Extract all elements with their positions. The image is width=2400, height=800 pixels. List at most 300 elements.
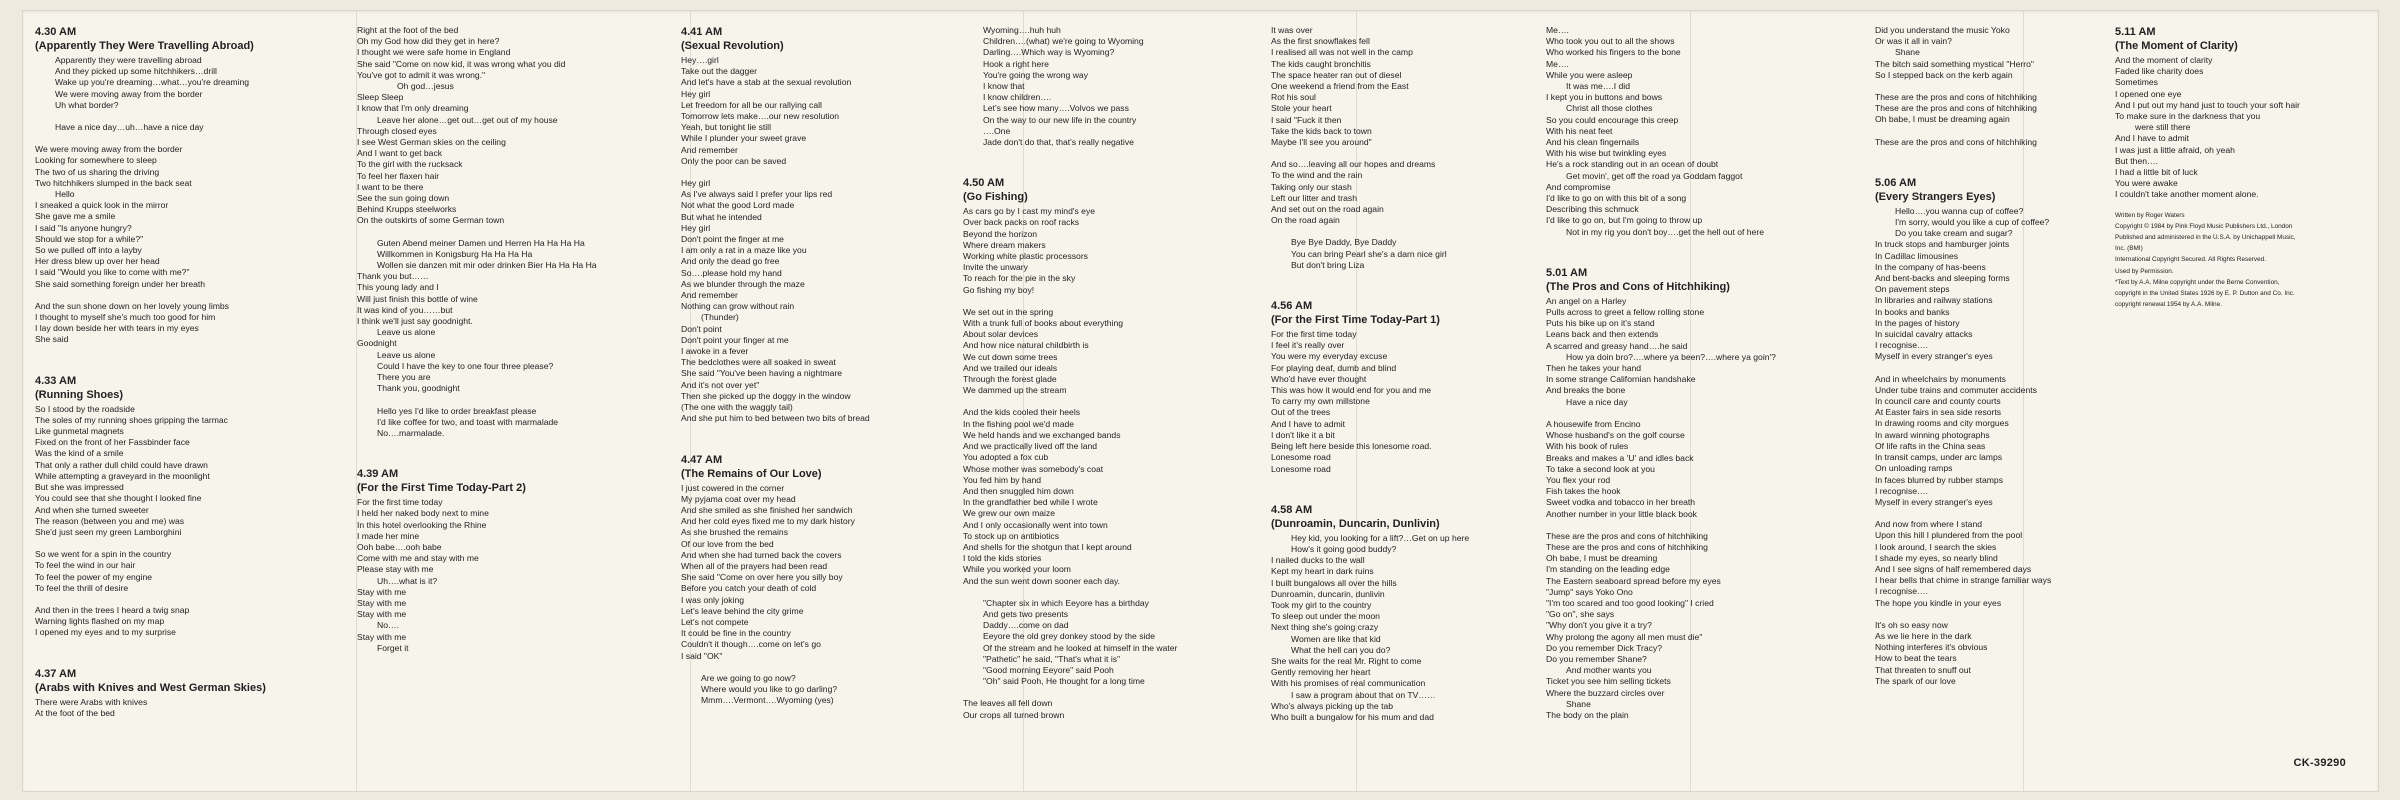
lyric-line: In Cadillac limousines — [1875, 250, 1959, 261]
lyric-line: At Easter fairs in sea side resorts — [1875, 407, 2002, 418]
lyric-line: You were my everyday excuse — [1271, 351, 1388, 362]
lyric-line: I want to be there — [357, 181, 424, 192]
lyric-line: And they picked up some hitchhikers…drill — [55, 66, 217, 77]
lyric-line: Wyoming….huh huh — [983, 25, 1061, 35]
section-time: 4.41 AM — [681, 26, 723, 38]
lyric-line: I held her naked body next to mine — [357, 508, 489, 519]
lyric-line: These are the pros and cons of hitchhiking — [1875, 103, 2037, 114]
lyric-line: In the grandfather bed while I wrote — [963, 497, 1098, 508]
lyric-line: To make sure in the darkness that you — [2115, 111, 2261, 122]
lyric-line: I don't like it a bit — [1271, 429, 1335, 440]
lyric-line: And she put him to bed between two bits of bread — [681, 413, 870, 424]
stanza-gap — [1875, 508, 2173, 519]
lyric-line: Of our love from the bed — [681, 538, 774, 549]
lyric-line: Could I have the key to one four three please? — [377, 360, 554, 371]
lyric-line: In this hotel overlooking the Rhine — [357, 519, 487, 530]
lyric-line: Pulls across to greet a fellow rolling stone — [1546, 307, 1705, 318]
lyric-line: I was just a little afraid, oh yeah — [2115, 144, 2235, 155]
lyric-line: Where would you like to go darling? — [701, 683, 838, 694]
lyric-line: To take a second look at you — [1546, 463, 1655, 474]
lyric-line: Take the kids back to town — [1271, 125, 1372, 136]
lyric-line: You could see that she thought I looked fine — [35, 493, 202, 504]
lyric-line: In award winning photographs — [1875, 429, 1990, 440]
lyric-line: I was only joking — [681, 594, 745, 605]
lyric-line: We cut down some trees — [963, 351, 1058, 362]
lyric-line: Who worked his fingers to the bone — [1546, 47, 1681, 58]
lyric-line: Not in my rig you don't boy….get the hell out of here — [1566, 226, 1764, 237]
lyric-line: To reach for the pie in the sky — [963, 273, 1076, 284]
lyric-line: Get movin', get off the road ya Goddam faggot — [1566, 170, 1743, 181]
lyric-line: But what he intended — [681, 211, 762, 222]
lyric-line: Stay with me — [357, 586, 407, 597]
lyric-line: We grew our own maize — [963, 508, 1056, 519]
lyric-line: Hello….you wanna cup of coffee? — [1895, 205, 2024, 216]
lyric-line: "I'm too scared and too good looking" I cried — [1546, 597, 1714, 608]
lyric-line: To feel the wind in our hair — [35, 560, 136, 571]
lyric-line: Do you remember Shane? — [1546, 653, 1647, 664]
lyric-line: And when she had turned back the covers — [681, 549, 842, 560]
lyric-line: On the outskirts of some German town — [357, 215, 505, 226]
stanza-gap — [1875, 363, 2173, 374]
lyric-line: As the first snowflakes fell — [1271, 36, 1370, 47]
lyric-line: Rot his soul — [1271, 92, 1316, 103]
lyric-line: How's it going good buddy? — [1291, 543, 1397, 554]
lyric-line: A scarred and greasy hand….he said — [1546, 340, 1688, 351]
lyric-line: She'd just seen my green Lamborghini — [35, 526, 182, 537]
lyric-line: Hey kid, you looking for a lift?…Get on up here — [1291, 532, 1470, 543]
section-gap — [357, 439, 655, 467]
stanza-gap — [2115, 201, 2379, 212]
lyric-line: Whose mother was somebody's coat — [963, 463, 1104, 474]
stanza-gap — [681, 662, 979, 673]
lyric-line: And her cold eyes fixed me to my dark history — [681, 516, 855, 527]
lyric-line: The space heater ran out of diesel — [1271, 69, 1402, 80]
lyric-line: "Oh" said Pooh, He thought for a long time — [983, 676, 1145, 687]
lyric-line: Under tube trains and commuter accidents — [1875, 384, 2037, 395]
lyric-line: As we blunder through the maze — [681, 278, 805, 289]
lyric-line: I recognise…. — [1875, 485, 1929, 496]
lyric-line: Shane — [1895, 47, 1920, 58]
lyric-line: To feel the power of my engine — [35, 571, 153, 582]
lyric-line: In suicidal cavalry attacks — [1875, 329, 1973, 340]
lyrics-column — [1546, 25, 1844, 721]
credit-line: copyright renewal 1954 by A.A. Milne. — [2115, 301, 2222, 309]
lyric-line: And I put out my hand just to touch your soft hair — [2115, 99, 2300, 110]
lyric-line: were still there — [2135, 122, 2191, 133]
lyric-line: Taking only our stash — [1271, 181, 1352, 192]
lyric-line: I know that — [983, 81, 1025, 92]
lyric-line: Me…. — [1546, 58, 1569, 69]
lyric-line: Nothing can grow without rain — [681, 301, 795, 312]
lyric-line: Stole your heart — [1271, 103, 1332, 114]
stanza-gap — [1546, 408, 1844, 419]
lyric-line: Uh what border? — [55, 99, 119, 110]
lyric-line: Nothing interferes it's obvious — [1875, 642, 1988, 653]
lyric-line: But don't bring Liza — [1291, 259, 1365, 270]
lyric-line: I look around, I search the skies — [1875, 541, 1997, 552]
lyric-line: So I stood by the roadside — [35, 403, 135, 414]
lyric-line: Guten Abend meiner Damen und Herren Ha Ha Ha Ha — [377, 237, 585, 248]
section-gap — [35, 346, 333, 374]
lyric-line: Hello yes I'd like to order breakfast please — [377, 405, 537, 416]
lyric-line: Sometimes — [2115, 77, 2158, 88]
lyric-line: The kids caught bronchitis — [1271, 58, 1371, 69]
lyric-line: A housewife from Encino — [1546, 418, 1641, 429]
lyric-line: Oh babe, I must be dreaming — [1546, 553, 1658, 564]
lyric-line: Then she picked up the doggy in the window — [681, 390, 851, 401]
section-time: 5.11 AM — [2115, 26, 2156, 38]
section-time: 4.58 AM — [1271, 503, 1313, 516]
lyric-line: Oh god…jesus — [397, 81, 454, 92]
lyric-line: Couldn't it though….come on let's go — [681, 639, 821, 650]
lyric-line: I hear bells that chime in strange familiar ways — [1875, 575, 2052, 586]
lyric-line: Maybe I'll see you around" — [1271, 137, 1372, 148]
lyric-line: I see West German skies on the ceiling — [357, 137, 506, 148]
section-title: (Go Fishing) — [963, 191, 1028, 204]
lyric-line: It was over — [1271, 25, 1313, 35]
credit-line: Copyright © 1984 by Pink Floyd Music Publishers Ltd., London — [2115, 222, 2293, 230]
lyric-line: I'm sorry, would you like a cup of coffee? — [1895, 217, 2050, 228]
lyric-line: In drawing rooms and city morgues — [1875, 418, 2009, 429]
lyric-line: And I have to admit — [2115, 133, 2190, 144]
lyric-line: I just cowered in the corner — [681, 482, 785, 493]
lyric-line: We set out in the spring — [963, 306, 1054, 317]
lyric-line: Myself in every stranger's eyes — [1875, 496, 1993, 507]
lyric-line: Why prolong the agony all men must die" — [1546, 631, 1703, 642]
lyric-line: The bitch said something mystical "Herro" — [1875, 58, 2034, 69]
credit-line: copyright in the United States 1926 by E. P. Dutton and Co. Inc. — [2115, 289, 2295, 297]
lyric-line: When all of the prayers had been read — [681, 560, 828, 571]
stanza-gap — [1271, 148, 1569, 159]
section-title: (For the First Time Today-Part 2) — [357, 482, 526, 495]
lyric-line: No…. — [377, 620, 399, 631]
lyric-line: In truck stops and hamburger joints — [1875, 239, 2010, 250]
lyric-line: Take out the dagger — [681, 66, 757, 77]
lyric-line: Like gunmetal magnets — [35, 426, 124, 437]
lyric-line: Let's leave behind the city grime — [681, 605, 804, 616]
lyric-line: Leans back and then extends — [1546, 329, 1659, 340]
lyric-line: It was kind of you……but — [357, 304, 453, 315]
lyric-line: She said "Come on now kid, it was wrong what you did — [357, 58, 566, 69]
lyric-line: "Pathetic" he said, "That's what it is" — [983, 653, 1121, 664]
section-time: 4.47 AM — [681, 453, 723, 466]
lyric-line: With his wise but twinkling eyes — [1546, 148, 1667, 159]
lyric-line: I saw a program about that on TV…… — [1291, 689, 1436, 700]
lyric-line: And I want to get back — [357, 148, 443, 159]
stanza-gap — [1875, 609, 2173, 620]
lyric-line: And in wheelchairs by monuments — [1875, 373, 2006, 384]
catalog-number: CK-39290 — [2293, 757, 2346, 769]
lyric-line: To feel her flaxen hair — [357, 170, 440, 181]
lyric-line: That only a rather dull child could have drawn — [35, 459, 208, 470]
lyric-line: On the road again — [1271, 215, 1340, 226]
lyric-line: For the first time today — [1271, 329, 1357, 340]
lyric-line: I built bungalows all over the hills — [1271, 577, 1397, 588]
lyric-line: And so….leaving all our hopes and dreams — [1271, 159, 1436, 170]
stanza-gap — [35, 290, 333, 301]
lyric-line: And his clean fingernails — [1546, 137, 1640, 148]
lyric-line: Out of the trees — [1271, 407, 1331, 418]
lyric-line: Beyond the horizon — [963, 228, 1038, 239]
lyric-line: And only the dead go free — [681, 256, 780, 267]
section-time: 5.01 AM — [1546, 266, 1588, 279]
lyric-line: Bye Bye Daddy, Bye Daddy — [1291, 237, 1397, 248]
lyric-line: These are the pros and cons of hitchhiking — [1875, 92, 2037, 103]
lyric-line: And remember — [681, 144, 738, 155]
lyric-line: Hey girl — [681, 178, 711, 189]
lyric-line: "Why don't you give it a try? — [1546, 620, 1652, 631]
lyric-line: And I see signs of half remembered days — [1875, 563, 2032, 574]
lyric-line: On unloading ramps — [1875, 463, 1953, 474]
lyric-line: I told the kids stories — [963, 553, 1042, 564]
lyric-line: And set out on the road again — [1271, 204, 1384, 215]
section-time: 5.06 AM — [1875, 176, 1917, 189]
lyric-line: You've got to admit it was wrong." — [357, 69, 486, 80]
lyric-line: Wake up you're dreaming…what…you're dreaming — [55, 77, 250, 88]
lyric-line: I said "Is anyone hungry? — [35, 222, 132, 233]
lyric-line: I said "Would you like to come with me?" — [35, 267, 190, 278]
lyric-line: I thought we were safe home in England — [357, 47, 511, 58]
lyric-line: You adopted a fox cub — [963, 452, 1049, 463]
credit-line: International Copyright Secured. All Rights Reserved. — [2115, 256, 2266, 264]
lyric-line: Stay with me — [357, 609, 407, 620]
lyric-line: Shane — [1566, 698, 1591, 709]
lyric-line: And it's not over yet" — [681, 379, 760, 390]
lyric-line: I'd like coffee for two, and toast with marmalade — [377, 416, 559, 427]
lyric-line: In the company of has-beens — [1875, 261, 1986, 272]
section-gap — [681, 425, 979, 453]
lyric-line: Oh my God how did they get in here? — [357, 36, 500, 47]
lyric-line: Who'd have ever thought — [1271, 373, 1367, 384]
lyric-line: For the first time today — [357, 497, 443, 508]
stanza-gap — [35, 133, 333, 144]
lyric-line: I am only a rat in a maze like you — [681, 245, 807, 256]
lyric-line: There you are — [377, 372, 431, 383]
lyric-line: Puts his bike up on it's stand — [1546, 318, 1655, 329]
lyric-line: "Chapter six in which Eeyore has a birthday — [983, 597, 1149, 608]
lyric-line: We dammed up the stream — [963, 385, 1067, 396]
lyric-line: And the kids cooled their heels — [963, 407, 1081, 418]
lyric-line: And the sun went down sooner each day. — [963, 575, 1121, 586]
lyric-line: "Jump" says Yoko Ono — [1546, 586, 1633, 597]
lyrics-column — [1271, 25, 1569, 723]
lyric-line: To feel the thrill of desire — [35, 582, 129, 593]
lyric-line: Have a nice day…uh…have a nice day — [55, 122, 204, 133]
lyric-line: Tomorrow lets make….our new resolution — [681, 111, 840, 122]
lyric-line: It could be fine in the country — [681, 628, 791, 639]
lyric-line: I said "Fuck it then — [1271, 114, 1342, 125]
lyric-line: I nailed ducks to the wall — [1271, 555, 1365, 566]
lyric-line: Not what the good Lord made — [681, 200, 795, 211]
lyric-line: Christ all those clothes — [1566, 103, 1653, 114]
lyric-line: Two hitchhikers slumped in the back seat — [35, 177, 192, 188]
lyric-line: Don't point your finger at me — [681, 334, 789, 345]
lyric-line: It's oh so easy now — [1875, 619, 1948, 630]
lyric-line: She gave me a smile — [35, 211, 116, 222]
lyric-line: Describing this schmuck — [1546, 204, 1639, 215]
lyric-line: Sweet vodka and tobacco in her breath — [1546, 497, 1696, 508]
lyric-line: In some strange Californian handshake — [1546, 374, 1696, 385]
lyric-line: Don't point — [681, 323, 722, 334]
section-title: (Arabs with Knives and West German Skies) — [35, 681, 266, 694]
lyric-line: Breaks and makes a 'U' and idles back — [1546, 452, 1694, 463]
credit-line: Inc. (BMI) — [2115, 245, 2143, 253]
lyric-line: Faded like charity does — [2115, 66, 2204, 77]
section-title: (Running Shoes) — [35, 388, 123, 401]
section-title: (Dunroamin, Duncarin, Dunlivin) — [1271, 517, 1440, 530]
lyric-line: Mmm….Vermont….Wyoming (yes) — [701, 695, 834, 706]
lyric-line: As I've always said I prefer your lips red — [681, 189, 833, 200]
lyric-line: I think we'll just say goodnight. — [357, 316, 473, 327]
lyric-line: My pyjama coat over my head — [681, 493, 796, 504]
lyric-line: It was me….I did — [1566, 81, 1630, 92]
lyric-line: Through closed eyes — [357, 125, 437, 136]
lyrics-column — [681, 25, 979, 706]
lyric-line: To the wind and the rain — [1271, 170, 1363, 181]
lyric-line: "Good morning Eeyore" said Pooh — [983, 664, 1114, 675]
lyric-line: Over back packs on roof racks — [963, 217, 1080, 228]
section-title: (The Moment of Clarity) — [2115, 40, 2238, 52]
section-time: 4.30 AM — [35, 26, 77, 38]
lyric-line: Through the forest glade — [963, 374, 1057, 385]
lyric-line: Thank you, goodnight — [377, 383, 460, 394]
lyric-line: Stay with me — [357, 597, 407, 608]
lyric-line: Took my girl to the country — [1271, 599, 1372, 610]
lyric-line: This young lady and I — [357, 282, 439, 293]
lyric-line: Hey girl — [681, 88, 711, 99]
lyric-line: Where the buzzard circles over — [1546, 687, 1665, 698]
lyric-line: Only the poor can be saved — [681, 155, 787, 166]
lyric-line: Darling….Which way is Wyoming? — [983, 47, 1115, 58]
lyric-line: To the girl with the rucksack — [357, 159, 463, 170]
lyric-line: I opened my eyes and to my surprise — [35, 627, 176, 638]
lyric-line: So….please hold my hand — [681, 267, 782, 278]
lyric-line: Let's see how many….Volvos we pass — [983, 103, 1129, 114]
section-time: 4.50 AM — [963, 177, 1005, 190]
lyric-line: There were Arabs with knives — [35, 696, 148, 707]
lyric-line: In the fishing pool we'd made — [963, 418, 1075, 429]
lyric-line: Leave us alone — [377, 349, 436, 360]
lyric-line: Me…. — [1546, 25, 1569, 35]
lyric-line: Do you remember Dick Tracy? — [1546, 642, 1663, 653]
lyric-line: I said "OK" — [681, 650, 723, 661]
lyric-line: I recognise…. — [1875, 340, 1929, 351]
lyric-line: As cars go by I cast my mind's eye — [963, 206, 1096, 217]
lyric-line: Another number in your little black book — [1546, 508, 1697, 519]
section-time: 4.39 AM — [357, 468, 399, 481]
lyric-line: Hey girl — [681, 222, 711, 233]
lyric-line: While attempting a graveyard in the moonlight — [35, 470, 210, 481]
lyric-line: She said "Come on over here you silly boy — [681, 572, 843, 583]
lyric-line: With a trunk full of books about everything — [963, 318, 1124, 329]
lyric-line: Ticket you see him selling tickets — [1546, 676, 1671, 687]
lyric-line: She said something foreign under her breath — [35, 278, 206, 289]
stanza-gap — [963, 587, 1261, 598]
lyric-line: Lonesome road — [1271, 463, 1331, 474]
lyric-line: And she smiled as she finished her sandwich — [681, 504, 853, 515]
lyric-line: Let freedom for all be our rallying call — [681, 99, 822, 110]
lyric-line: She said "You've been having a nightmare — [681, 368, 843, 379]
lyric-line: I'd like to go on, but I'm going to throw up — [1546, 215, 1703, 226]
lyric-line: This was how it would end for you and me — [1271, 385, 1432, 396]
lyric-line: One weekend a friend from the East — [1271, 81, 1409, 92]
lyric-line: So I stepped back on the kerb again — [1875, 69, 2013, 80]
lyric-line: About solar devices — [963, 329, 1038, 340]
lyric-line: He's a rock standing out in an ocean of doubt — [1546, 159, 1719, 170]
lyric-line: How ya doin bro?….where ya been?….where ya goin'? — [1566, 351, 1776, 362]
lyric-line: She said — [35, 334, 69, 345]
lyric-line: An angel on a Harley — [1546, 295, 1627, 306]
lyric-line: Do you take cream and sugar? — [1895, 228, 2013, 239]
lyric-line: Next thing she's going crazy — [1271, 622, 1379, 633]
credit-line: Written by Roger Waters — [2115, 211, 2185, 219]
lyrics-sheet — [22, 10, 2379, 792]
section-gap — [1271, 475, 1569, 503]
lyric-line: Fish takes the hook — [1546, 486, 1621, 497]
lyric-line: And then snuggled him down — [963, 485, 1074, 496]
lyric-line: See the sun going down — [357, 193, 450, 204]
lyric-line: Eeyore the old grey donkey stood by the side — [983, 631, 1155, 642]
lyric-line: Before you catch your death of cold — [681, 583, 817, 594]
lyric-line: I realised all was not well in the camp — [1271, 47, 1413, 58]
lyric-line: These are the pros and cons of hitchhiking — [1875, 136, 2037, 147]
lyric-line: Of the stream and he looked at himself in the water — [983, 642, 1178, 653]
lyric-line: Willkommen in Konigsburg Ha Ha Ha Ha — [377, 248, 533, 259]
lyric-line: And shells for the shotgun that I kept around — [963, 541, 1132, 552]
lyric-line: Wollen sie danzen mit mir oder drinken Bier Ha Ha Ha Ha — [377, 260, 597, 271]
section-title: (The Remains of Our Love) — [681, 467, 822, 480]
lyric-line: Working white plastic processors — [963, 251, 1088, 262]
lyric-line: Uh….what is it? — [377, 575, 438, 586]
lyric-line: In the pages of history — [1875, 317, 1960, 328]
lyric-line: You can bring Pearl she's a darn nice girl — [1291, 248, 1447, 259]
lyric-line: But she was impressed — [35, 482, 124, 493]
lyric-line: Apparently they were travelling abroad — [55, 55, 202, 65]
lyric-line: The body on the plain — [1546, 709, 1629, 720]
lyric-line: And when she turned sweeter — [35, 504, 149, 515]
lyric-line: Have a nice day — [1566, 396, 1628, 407]
lyric-line: ….One — [983, 125, 1011, 136]
lyric-line: No….marmalade. — [377, 427, 445, 438]
stanza-gap — [963, 396, 1261, 407]
lyric-line: And gets two presents — [983, 608, 1069, 619]
lyric-line: In council care and county courts — [1875, 396, 2001, 407]
stanza-gap — [35, 594, 333, 605]
section-gap — [35, 639, 333, 667]
lyric-line: We held hands and we exchanged bands — [963, 429, 1121, 440]
stanza-gap — [963, 687, 1261, 698]
lyric-line: Will just finish this bottle of wine — [357, 293, 478, 304]
lyric-line: Go fishing my boy! — [963, 284, 1035, 295]
lyric-line: The two of us sharing the driving — [35, 166, 160, 177]
lyric-line: And now from where I stand — [1875, 519, 1982, 530]
lyric-line: Children….(what) we're going to Wyoming — [983, 36, 1144, 47]
lyric-line: As she brushed the remains — [681, 527, 789, 538]
lyric-line: Are we going to go now? — [701, 672, 796, 683]
lyric-line: For playing deaf, dumb and blind — [1271, 362, 1397, 373]
lyric-line: We were moving away from the border — [35, 144, 183, 155]
lyric-line: I kept you in buttons and bows — [1546, 92, 1663, 103]
credit-line: *Text by A.A. Milne copyright under the Berne Convention, — [2115, 278, 2280, 286]
lyric-line: Let's not compete — [681, 616, 749, 627]
lyric-line: And then in the trees I heard a twig snap — [35, 604, 190, 615]
lyric-line: Gently removing her heart — [1271, 667, 1371, 678]
lyric-line: Did you understand the music Yoko — [1875, 25, 2010, 35]
lyric-line: While you were asleep — [1546, 69, 1633, 80]
lyric-line: And remember — [681, 290, 738, 301]
lyric-line: While you worked your loom — [963, 564, 1071, 575]
lyric-line: In transit camps, under arc lamps — [1875, 452, 2003, 463]
